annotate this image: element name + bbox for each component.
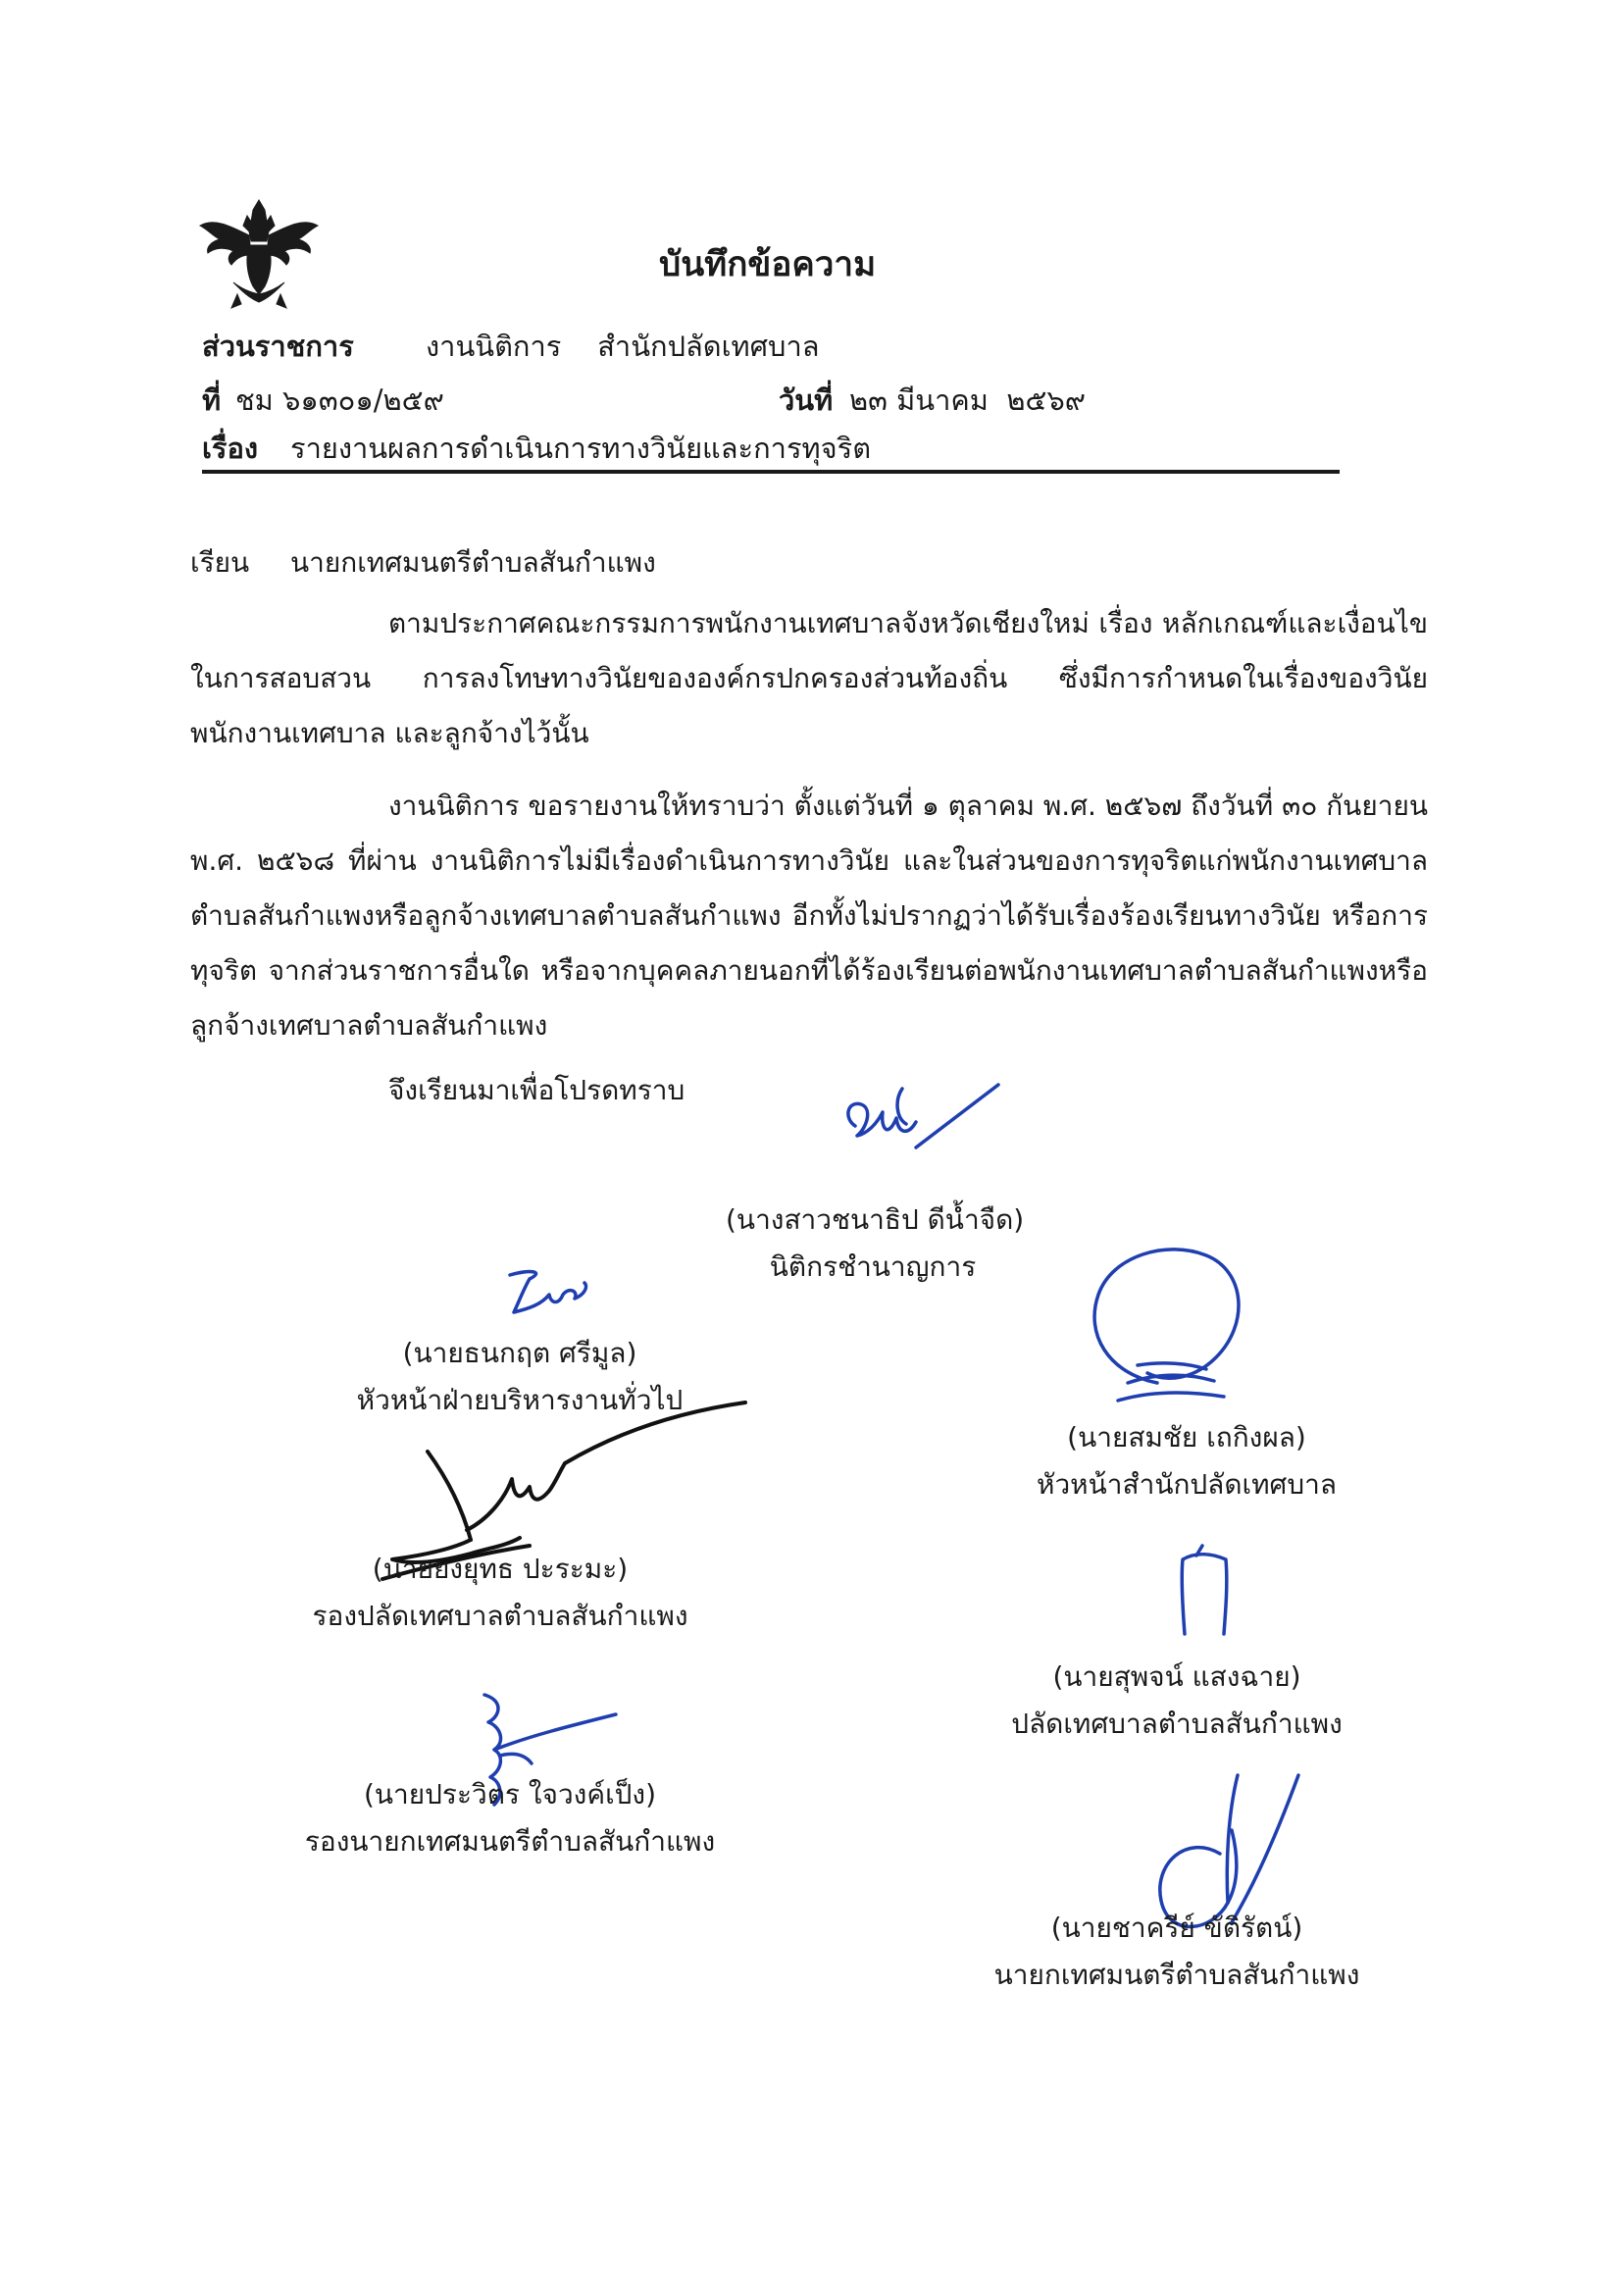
signatory-position: นายกเทศมนตรีตำบลสันกำแพง [993, 1959, 1360, 1991]
garuda-emblem-icon [194, 196, 324, 312]
signatory-block-7 [971, 1905, 1383, 1999]
ref-label: ที่ [202, 383, 222, 417]
signatory-position: หัวหน้าสำนักปลัดเทศบาล [1037, 1468, 1337, 1501]
subject-value: รายงานผลการดำเนินการทางวินัยและการทุจริต [290, 432, 872, 465]
signatory-block-4 [294, 1546, 706, 1640]
signatory-block-1 [726, 1197, 1025, 1291]
signatory-name: (นายสมชัย เถกิงผล) [1067, 1421, 1306, 1454]
signatory-name: (นายชาครีย์ ขัติรัตน์) [1050, 1912, 1303, 1944]
closing-text: จึงเรียนมาเพื่อโปรดทราบ [388, 1074, 685, 1106]
handwritten-signature-2 [490, 1265, 608, 1324]
signatory-position: รองปลัดเทศบาลตำบลสันกำแพง [312, 1600, 688, 1632]
subject-label: เรื่อง [202, 432, 259, 465]
signatory-position: นิติกรชำนาญการ [769, 1250, 977, 1283]
signatory-name: (นายสุพจน์ แสงฉาย) [1052, 1660, 1301, 1693]
date-label: วันที่ [779, 383, 834, 417]
handwritten-signature-5 [1167, 1540, 1265, 1648]
memo-title: บันทึกข้อความ [659, 245, 877, 284]
signatory-position: หัวหน้าฝ่ายบริหารงานทั่วไป [356, 1384, 684, 1416]
agency-value: งานนิติการ สำนักปลัดเทศบาล [426, 330, 820, 363]
header-divider [202, 470, 1340, 474]
signatory-block-5 [990, 1654, 1363, 1748]
date-value: ๒๓ มีนาคม ๒๕๖๙ [849, 383, 1087, 417]
to-label: เรียน [190, 546, 250, 579]
signatory-block-3 [1020, 1414, 1353, 1508]
signatory-position: ปลัดเทศบาลตำบลสันกำแพง [1011, 1708, 1343, 1740]
body-paragraph-2: งานนิติการ ขอรายงานให้ทราบว่า ตั้งแต่วันที่ ๑ ตุลาคม พ.ศ. ๒๕๖๗ ถึงวันที่ ๓๐ กันยายน พ.ศ. ๒๕๖๘ ที่ผ่าน งานนิติการไม่มีเรื่องดำเนินการทางวินัย และในส่วนของการทุจริตแก่พนักงานเทศบาลตำบลสันกำแพงหรือลูกจ้างเทศบาลตำบลสันกำแพง อีกทั้งไม่ปรากฏว่าได้รับเรื่องร้องเรียนทางวินัย หรือการทุจริต จากส่วนราชการอื่นใด หรือจากบุคคลภายนอกที่ได้ร้องเรียนต่อพนักงานเทศบาลตำบลสันกำแพงหรือลูกจ้างเทศบาลตำบลสันกำแพง [190, 790, 1428, 1042]
to-value: นายกเทศมนตรีตำบลสันกำแพง [290, 546, 656, 579]
signatory-name: (นายประวิตร ใจวงค์เป็ง) [363, 1778, 657, 1810]
handwritten-signature-3 [1069, 1236, 1265, 1412]
agency-label: ส่วนราชการ [202, 330, 354, 363]
body-paragraph-1: ตามประกาศคณะกรรมการพนักงานเทศบาลจังหวัดเชียงใหม่ เรื่อง หลักเกณฑ์และเงื่อนไขในการสอบสวน การลงโทษทางวินัยขององค์กรปกครองส่วนท้องถิ่น ซึ่งมีการกำหนดในเรื่องของวินัยพนักงานเทศบาล และลูกจ้างไว้นั้น [190, 607, 1428, 749]
handwritten-signature-1 [834, 1079, 1010, 1206]
signatory-position: รองนายกเทศมนตรีตำบลสันกำแพง [304, 1825, 716, 1858]
ref-value: ชม ๖๑๓๐๑/๒๕๙ [235, 383, 444, 417]
signatory-name: (นางสาวชนาธิป ดีน้ำจืด) [726, 1203, 1025, 1236]
signatory-name: (นายธนกฤต ศรีมูล) [402, 1337, 637, 1369]
signatory-name: (นายยงยุทธ ปะระมะ) [372, 1553, 629, 1585]
signatory-block-6 [284, 1771, 736, 1865]
